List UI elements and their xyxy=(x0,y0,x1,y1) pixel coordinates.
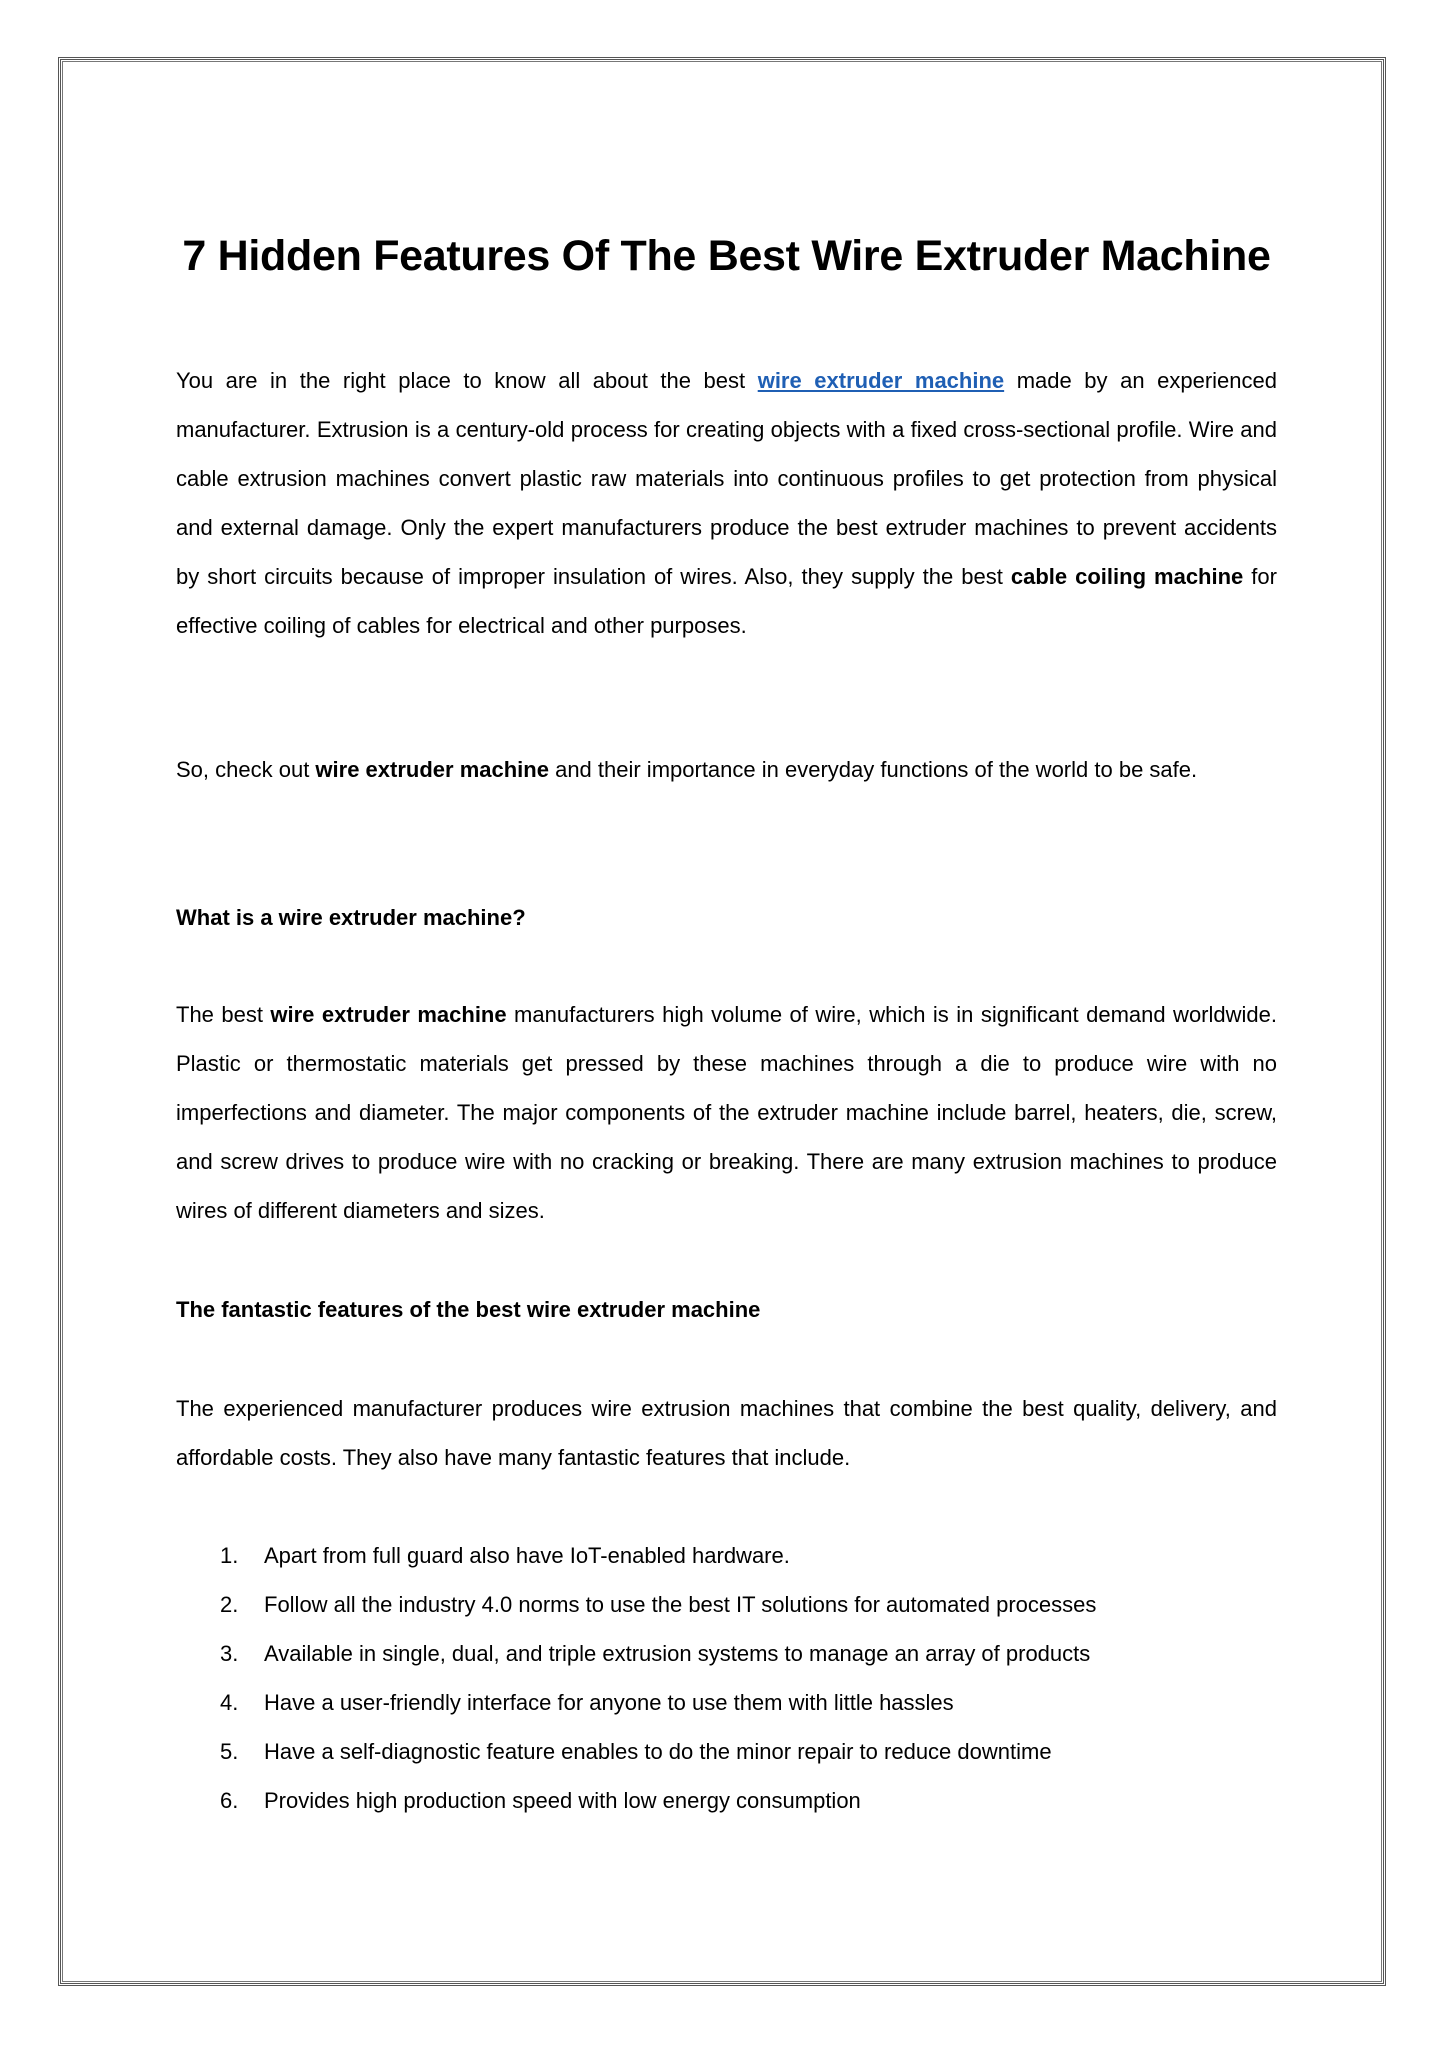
features-intro-paragraph: The experienced manufacturer produces wire extrusion machines that combine the best quality, delivery, and affordable costs. They also have many fantastic features that include. xyxy=(176,1396,1277,1470)
list-item-text: Apart from full guard also have IoT-enabled hardware. xyxy=(264,1543,790,1568)
list-item xyxy=(176,1580,1277,1629)
intro-text-3: for effective coiling of cables for electrical and other purposes. xyxy=(176,564,1277,638)
list-item-number: 1. xyxy=(220,1543,239,1568)
list-item-number: 4. xyxy=(220,1690,239,1715)
list-item xyxy=(176,1678,1277,1727)
list-item-number: 3. xyxy=(220,1641,239,1666)
list-item-text: Available in single, dual, and triple extrusion systems to manage an array of products xyxy=(264,1641,1091,1666)
list-item-text: Have a user-friendly interface for anyone to use them with little hassles xyxy=(264,1690,954,1715)
check-out-bold: wire extruder machine xyxy=(315,757,549,782)
section-heading-what-is: What is a wire extruder machine? xyxy=(176,905,526,930)
intro-text-2: made by an experienced manufacturer. Extrusion is a century-old process for creating objects with a fixed cross-sectional profile. Wire and cable extrusion machines convert plastic raw materials into continuous profiles to get protection from physical and external damage. Only the expert manufacturers produce the best extruder machines to prevent accidents by short circuits because of improper insulation of wires. Also, they supply the best xyxy=(176,368,1277,589)
what-is-bold: wire extruder machine xyxy=(270,1002,507,1027)
list-item xyxy=(176,1629,1277,1678)
list-item-text: Have a self-diagnostic feature enables to do the minor repair to reduce downtime xyxy=(264,1739,1052,1764)
what-is-text-1: The best xyxy=(176,1002,271,1027)
what-is-paragraph xyxy=(176,990,1277,1235)
wire-extruder-machine-link[interactable]: wire extruder machine xyxy=(757,368,1005,393)
section-heading-features: The fantastic features of the best wire extruder machine xyxy=(176,1297,761,1322)
cable-coiling-machine-bold: cable coiling machine xyxy=(1010,564,1244,589)
list-item xyxy=(176,1727,1277,1776)
list-item-text: Provides high production speed with low energy consumption xyxy=(264,1788,861,1813)
what-is-text-2: manufacturers high volume of wire, which is in significant demand worldwide. Plastic or thermostatic materials get pressed by these machines through a die to produce wire with no imperfections and diameter. The major components of the extruder machine include barrel, heaters, die, screw, and screw drives to produce wire with no cracking or breaking. There are many extrusion machines to produce wires of different diameters and sizes. xyxy=(176,1002,1277,1223)
document-title: 7 Hidden Features Of The Best Wire Extruder Machine xyxy=(182,232,1271,280)
check-out-text-2: and their importance in everyday functions of the world to be safe. xyxy=(548,757,1198,782)
list-item-text: Follow all the industry 4.0 norms to use the best IT solutions for automated processes xyxy=(264,1592,1097,1617)
check-out-text-1: So, check out xyxy=(176,757,316,782)
list-item xyxy=(176,1531,1277,1580)
list-item-number: 2. xyxy=(220,1592,239,1617)
list-item xyxy=(176,1776,1277,1825)
list-item-number: 5. xyxy=(220,1739,239,1764)
intro-paragraph xyxy=(176,356,1277,650)
features-list xyxy=(176,1531,1277,1825)
intro-text-1: You are in the right place to know all about the best xyxy=(176,368,758,393)
check-out-paragraph xyxy=(176,745,1277,794)
list-item-number: 6. xyxy=(220,1788,239,1813)
